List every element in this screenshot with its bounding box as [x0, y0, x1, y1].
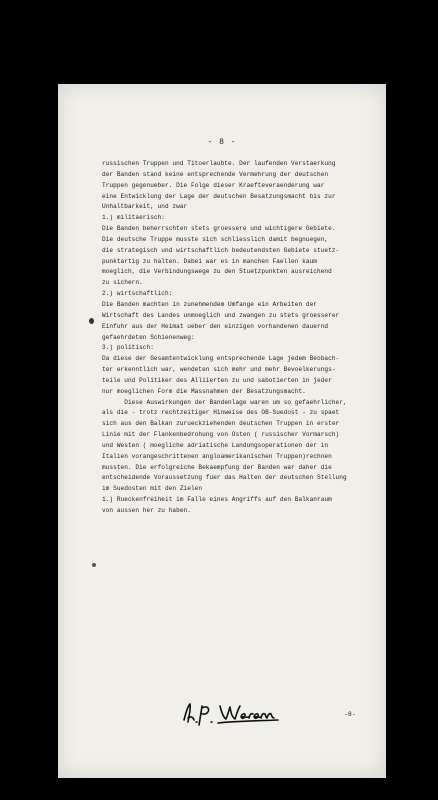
text-line: Die deutsche Truppe musste sich schliesslich damit begnuegen, [102, 235, 329, 243]
text-line: Linie mit der Flankenbedrohung von Osten ( russischer Vormarsch) [102, 431, 340, 439]
punch-hole-mark [92, 563, 96, 567]
text-line: zu sichern. [102, 279, 143, 287]
text-line: nur moeglichen Form die Massnahmen der Besatzungsmacht. [102, 387, 306, 395]
text-line: punktartig zu halten. Dabei war es in manchen Faellen kaum [102, 257, 317, 265]
text-line: 1.) Rueckenfreiheit im Falle eines Angriffs auf den Balkanraum [102, 496, 332, 504]
text-line: Einfuhr aus der Heimat ueber den einzigen vorhandenen dauernd [102, 322, 329, 330]
text-line: Unhaltbarkeit, und zwar [102, 203, 188, 211]
punch-hole-mark [89, 318, 94, 324]
text-line: Italien vorangeschrittenen angloamerikanischen Truppen)rechnen [102, 452, 332, 460]
text-line: als die - trotz rechtzeitiger Hinweise des OB-Suedost - zu spaet [102, 409, 340, 417]
text-line: Die Banden beherrschten stets groessere und wichtigere Gebiete. [102, 225, 336, 233]
text-line: sich aus den Balkan zurueckziehenden deutschen Truppen in erster [102, 420, 340, 428]
text-line: entscheidende Voraussetzung fuer das Halten der deutschen Stellung [102, 474, 347, 482]
text-line: eine Entwicklung der Lage der deutschen Besatzungsmacht bis zur [102, 192, 336, 200]
text-line: teile und Politiker des Alliierten zu und sabotierten in jeder [102, 376, 332, 384]
text-line: Wirtschaft des Landes unmoeglich und zwangen zu stets groesserer [102, 311, 340, 319]
text-line: Truppen gegenueber. Die Folge dieser Kraefteveraenderung war [102, 181, 325, 189]
section-heading: 1.) militaerisch: [102, 214, 166, 222]
text-line: von aussen her zu haben. [102, 507, 191, 514]
section-heading: 3.) politisch: [102, 344, 154, 352]
text-line: mussten. Die erfolgreiche Bekaempfung der Banden war daher die [102, 463, 332, 471]
text-line: im Suedosten mit den Zielen [102, 485, 203, 493]
text-line: Da diese der Gesamtentwicklung entsprechende Lage jedem Beobach- [102, 355, 340, 363]
handwritten-signature [180, 698, 290, 726]
text-line: die strategisch und wirtschaftlich bedeutendsten Gebiete stuetz- [102, 246, 340, 254]
text-line: gefaehrdeten Schienenweg: [102, 333, 195, 341]
text-line: russischen Truppen und Titoerlaubte. Der laufenden Verstaerkung [102, 160, 336, 167]
text-line: moeglich, die Verbindungswege zu den Stuetzpunkten ausreichend [102, 268, 332, 276]
page-number: - 8 - [207, 138, 237, 147]
text-line: der Banden stand keine entsprechende Vermehrung der deutschen [102, 170, 329, 178]
next-page-reference: -8- [344, 711, 356, 718]
document-page [58, 84, 386, 778]
text-line: Diese Auswirkungen der Bandenlage waren um so gefaehrlicher, [102, 398, 347, 406]
text-line: und Westen ( moegliche adriatische Landungsoperationen der in [102, 441, 329, 449]
text-line: Die Banden machten in zunehmendem Umfange ein Arbeiten der [102, 300, 317, 308]
text-line: ter erkenntlich war, wendeten sich mehr und mehr Bevoelkerungs- [102, 366, 336, 374]
section-heading: 2.) wirtschaftlich: [102, 290, 173, 298]
body-text [102, 159, 392, 517]
